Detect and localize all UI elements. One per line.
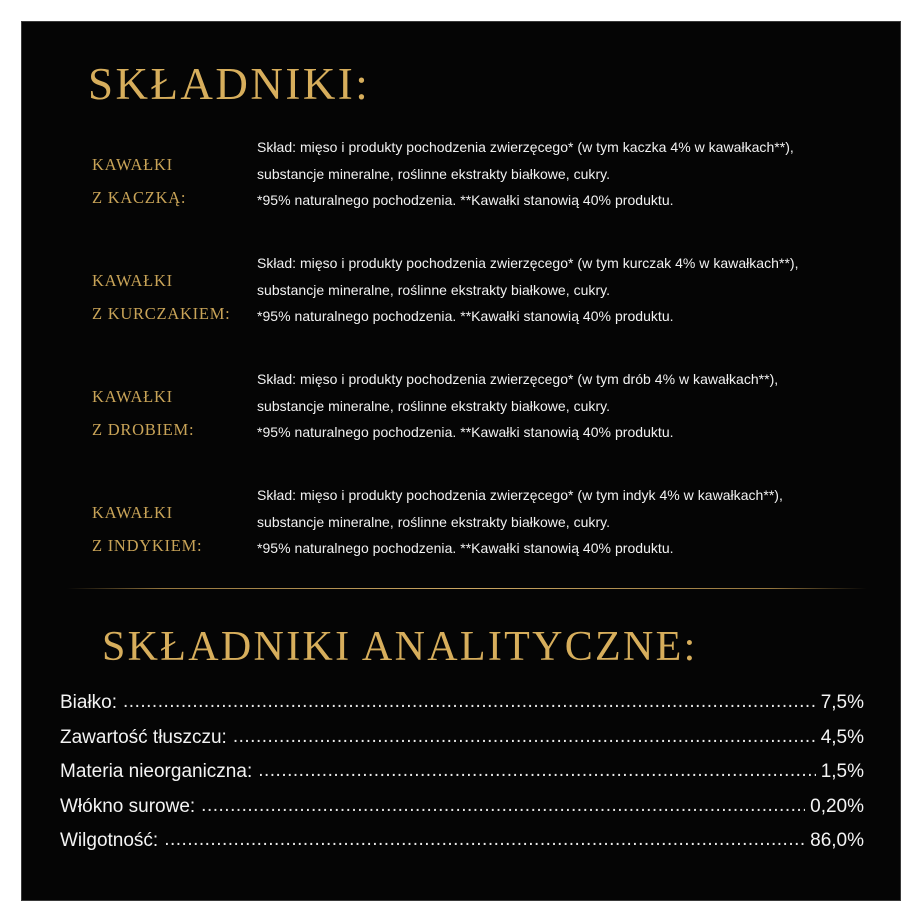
ingredient-variant-label <box>92 148 267 214</box>
ingredient-description-line3: *95% naturalnego pochodzenia. **Kawałki stanowią 40% produktu. <box>257 308 674 324</box>
analytical-row <box>60 830 864 865</box>
analytical-row-value: 86,0% <box>810 830 864 851</box>
ingredient-description-line2: substancje mineralne, roślinne ekstrakty białkowe, cukry. <box>257 281 611 298</box>
ingredient-description <box>257 250 882 330</box>
ingredient-description-line3: *95% naturalnego pochodzenia. **Kawałki stanowią 40% produktu. <box>257 424 674 440</box>
ingredient-variant-label-line1: KAWAŁKI <box>92 503 173 522</box>
ingredients-section-title: SKŁADNIKI: <box>88 59 371 109</box>
analytical-row <box>60 692 864 727</box>
ingredient-description-line3: *95% naturalnego pochodzenia. **Kawałki stanowią 40% produktu. <box>257 540 674 556</box>
ingredient-variant-label <box>92 496 267 562</box>
dot-leader <box>123 692 816 711</box>
ingredient-description <box>257 366 882 446</box>
dot-leader <box>201 796 805 815</box>
analytical-row-value: 7,5% <box>820 692 864 713</box>
analytical-row-value: 1,5% <box>820 761 864 782</box>
analytical-row-label: Włókno surowe: <box>60 795 196 817</box>
ingredient-variant-label-line2: Z KURCZAKIEM: <box>92 304 231 323</box>
analytical-row-label: Białko: <box>60 692 118 713</box>
dot-leader <box>258 761 815 780</box>
ingredient-description-line2: substancje mineralne, roślinne ekstrakty białkowe, cukry. <box>257 513 611 530</box>
analytical-row <box>60 727 864 762</box>
analytical-row-label: Materia nieorganiczna: <box>60 761 253 782</box>
ingredient-block <box>22 242 900 358</box>
ingredients-block-list <box>22 126 900 590</box>
ingredient-description-line1: Skład: mięso i produkty pochodzenia zwierzęcego* (w tym kurczak 4% w kawałkach**), <box>257 255 799 271</box>
ingredient-description-line1: Skład: mięso i produkty pochodzenia zwierzęcego* (w tym indyk 4% w kawałkach**), <box>257 487 783 503</box>
analytical-row-value: 4,5% <box>820 726 864 748</box>
analytical-row-label: Zawartość tłuszczu: <box>60 726 227 748</box>
ingredient-description-line1: Skład: mięso i produkty pochodzenia zwierzęcego* (w tym kaczka 4% w kawałkach**), <box>257 139 794 155</box>
ingredient-description-line2: substancje mineralne, roślinne ekstrakty białkowe, cukry. <box>257 165 611 182</box>
ingredient-description-line3: *95% naturalnego pochodzenia. **Kawałki stanowią 40% produktu. <box>257 192 674 208</box>
ingredient-description <box>257 134 882 214</box>
dot-leader <box>233 727 816 746</box>
section-divider <box>67 588 867 589</box>
ingredient-block <box>22 474 900 590</box>
ingredient-block <box>22 126 900 242</box>
ingredient-description <box>257 482 882 562</box>
ingredient-description-line2: substancje mineralne, roślinne ekstrakty białkowe, cukry. <box>257 397 611 414</box>
ingredient-variant-label-line2: Z INDYKIEM: <box>92 536 203 555</box>
product-label-panel <box>22 22 900 900</box>
ingredient-variant-label-line1: KAWAŁKI <box>92 271 173 290</box>
ingredient-variant-label <box>92 380 267 446</box>
analytical-section-title: SKŁADNIKI ANALITYCZNE: <box>102 624 698 670</box>
ingredient-block <box>22 358 900 474</box>
ingredient-variant-label-line2: Z DROBIEM: <box>92 420 195 439</box>
ingredient-variant-label-line1: KAWAŁKI <box>92 155 173 174</box>
analytical-row-value: 0,20% <box>810 795 864 817</box>
analytical-values-table <box>60 692 864 865</box>
analytical-row <box>60 796 864 831</box>
ingredient-variant-label-line2: Z KACZKĄ: <box>92 188 187 207</box>
ingredient-variant-label <box>92 264 267 330</box>
ingredient-variant-label-line1: KAWAŁKI <box>92 387 173 406</box>
dot-leader <box>164 830 805 849</box>
analytical-row-label: Wilgotność: <box>60 830 159 851</box>
ingredient-description-line1: Skład: mięso i produkty pochodzenia zwierzęcego* (w tym drób 4% w kawałkach**), <box>257 371 779 387</box>
analytical-row <box>60 761 864 796</box>
